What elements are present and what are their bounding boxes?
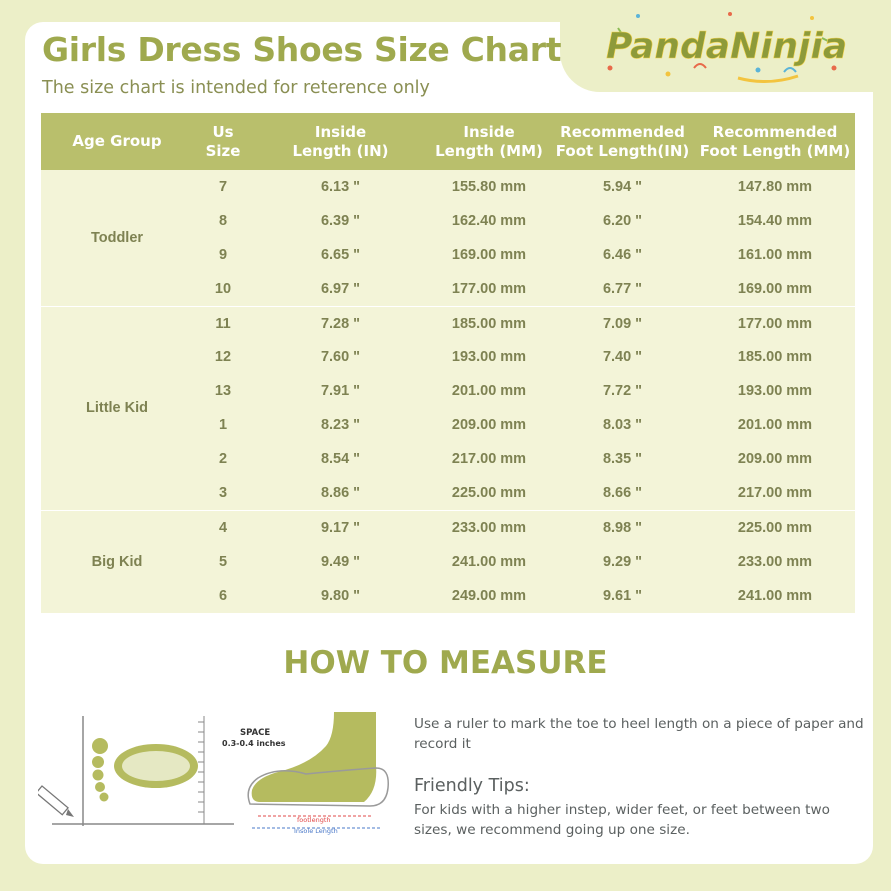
table-cell: 209.00 mm: [695, 442, 855, 476]
page-title: Girls Dress Shoes Size Chart: [42, 30, 562, 69]
column-header: Us Size: [205, 122, 241, 160]
table-cell: 193.00 mm: [428, 340, 550, 374]
footlength-label: footlength: [297, 816, 331, 824]
table-cell: 185.00 mm: [428, 306, 550, 340]
table-cell: 5.94 ": [550, 170, 695, 204]
insole-length-label: Insole Length: [294, 827, 338, 835]
tips-title: Friendly Tips:: [414, 776, 530, 796]
table-cell: 249.00 mm: [428, 579, 550, 613]
brand-name: PandaNinjia: [606, 26, 848, 67]
table-cell: 8.98 ": [550, 510, 695, 544]
space-value: 0.3-0.4 inches: [222, 739, 286, 748]
table-cell: 6: [193, 579, 253, 613]
table-cell: 7.28 ": [253, 306, 428, 340]
column-header: Age Group: [72, 132, 162, 150]
table-row: [41, 306, 855, 340]
table-cell: 9.61 ": [550, 579, 695, 613]
table-cell: 185.00 mm: [695, 340, 855, 374]
age-group-cell: Little Kid: [41, 306, 193, 510]
measure-instruction: Use a ruler to mark the toe to heel length on a piece of paper and record it: [414, 716, 864, 752]
table-cell: 225.00 mm: [695, 510, 855, 544]
table-cell: 10: [193, 272, 253, 306]
table-cell: 209.00 mm: [428, 408, 550, 442]
table-cell: 201.00 mm: [428, 374, 550, 408]
page-subtitle: The size chart is intended for reterence only: [42, 78, 430, 98]
table-cell: 8: [193, 204, 253, 238]
table-cell: 154.40 mm: [695, 204, 855, 238]
table-cell: 169.00 mm: [428, 238, 550, 272]
table-cell: 9.17 ": [253, 510, 428, 544]
table-cell: 8.66 ": [550, 476, 695, 510]
table-cell: 7.60 ": [253, 340, 428, 374]
table-cell: 225.00 mm: [428, 476, 550, 510]
space-label: SPACE: [240, 728, 271, 738]
table-cell: 3: [193, 476, 253, 510]
table-header-row: [41, 113, 855, 170]
column-header: Recommended Foot Length (MM): [699, 122, 851, 160]
table-cell: 7: [193, 170, 253, 204]
table-cell: 11: [193, 306, 253, 340]
table-cell: 13: [193, 374, 253, 408]
table-cell: 155.80 mm: [428, 170, 550, 204]
table-cell: 217.00 mm: [428, 442, 550, 476]
table-cell: 6.13 ": [253, 170, 428, 204]
table-cell: 7.91 ": [253, 374, 428, 408]
table-body: [41, 170, 855, 613]
table-cell: 177.00 mm: [695, 306, 855, 340]
table-cell: 201.00 mm: [695, 408, 855, 442]
table-cell: 4: [193, 510, 253, 544]
table-cell: 193.00 mm: [695, 374, 855, 408]
table-cell: 9.49 ": [253, 545, 428, 579]
table-cell: 6.39 ": [253, 204, 428, 238]
table-cell: 7.72 ": [550, 374, 695, 408]
table-cell: 8.86 ": [253, 476, 428, 510]
table-cell: 161.00 mm: [695, 238, 855, 272]
table-cell: 9.80 ": [253, 579, 428, 613]
table-cell: 233.00 mm: [428, 510, 550, 544]
table-cell: 8.35 ": [550, 442, 695, 476]
table-cell: 162.40 mm: [428, 204, 550, 238]
table-cell: 6.77 ": [550, 272, 695, 306]
table-cell: 8.54 ": [253, 442, 428, 476]
panda-ninja-logo: [598, 8, 848, 86]
table-cell: 9: [193, 238, 253, 272]
table-cell: 177.00 mm: [428, 272, 550, 306]
table-cell: 217.00 mm: [695, 476, 855, 510]
table-cell: 241.00 mm: [428, 545, 550, 579]
size-chart-table: [41, 113, 855, 613]
table-cell: 7.40 ": [550, 340, 695, 374]
table-cell: 233.00 mm: [695, 545, 855, 579]
table-cell: 8.03 ": [550, 408, 695, 442]
column-header: Inside Length (IN): [292, 122, 389, 160]
table-cell: 6.46 ": [550, 238, 695, 272]
table-cell: 12: [193, 340, 253, 374]
column-header: Inside Length (MM): [435, 122, 543, 160]
footprint-icon: [92, 738, 198, 802]
age-group-cell: Toddler: [41, 170, 193, 306]
column-header: Recommended Foot Length(IN): [555, 122, 690, 160]
table-cell: 169.00 mm: [695, 272, 855, 306]
table-row: [41, 510, 855, 544]
table-cell: 1: [193, 408, 253, 442]
how-to-measure-title: HOW TO MEASURE: [283, 645, 608, 681]
table-row: [41, 170, 855, 204]
tips-body: For kids with a higher instep, wider feet, or feet between two sizes, we recommend going up one size.: [414, 802, 830, 838]
table-cell: 6.97 ": [253, 272, 428, 306]
pencil-icon: [38, 786, 74, 817]
table-cell: 7.09 ": [550, 306, 695, 340]
table-cell: 6.65 ": [253, 238, 428, 272]
table-cell: 5: [193, 545, 253, 579]
table-cell: 8.23 ": [253, 408, 428, 442]
table-cell: 147.80 mm: [695, 170, 855, 204]
age-group-cell: Big Kid: [41, 510, 193, 612]
table-cell: 241.00 mm: [695, 579, 855, 613]
table-cell: 2: [193, 442, 253, 476]
table-cell: 6.20 ": [550, 204, 695, 238]
measuring-illustration: [38, 708, 398, 838]
table-cell: 9.29 ": [550, 545, 695, 579]
